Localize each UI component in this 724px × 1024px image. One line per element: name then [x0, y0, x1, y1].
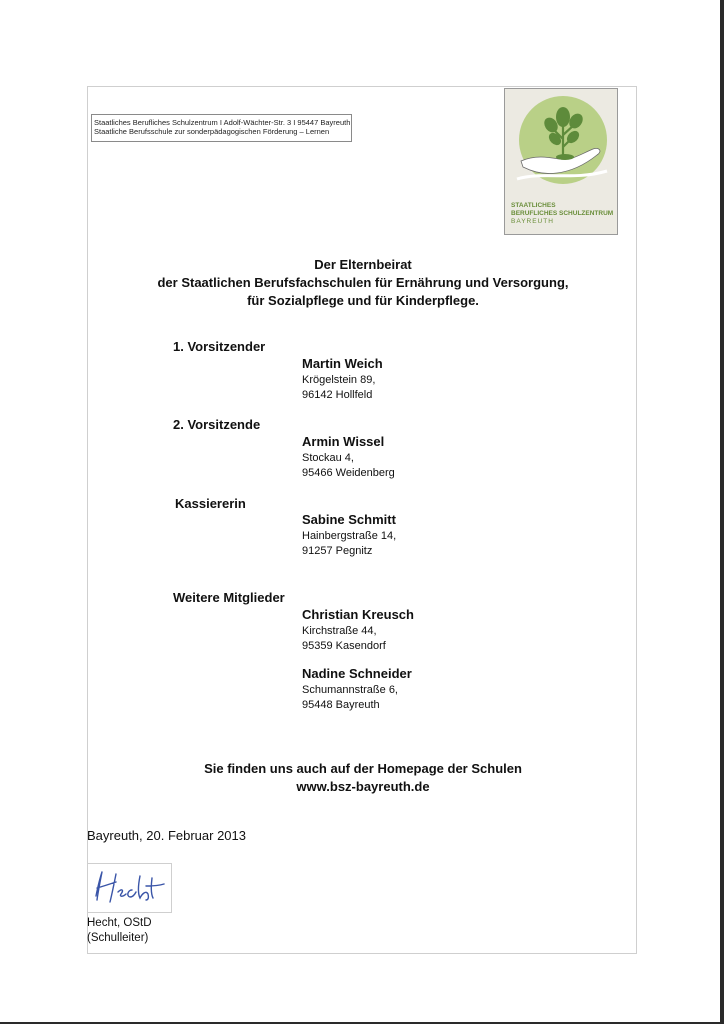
hand-with-plant-icon: [513, 95, 609, 195]
role-further-members: Weitere Mitglieder: [173, 590, 285, 605]
member-entry: [302, 433, 395, 481]
signer-name: Hecht, OStD: [87, 917, 152, 929]
member-street: Schumannstraße 6,: [302, 684, 398, 696]
document-heading: [88, 256, 638, 310]
member-street: Kirchstraße 44,: [302, 625, 377, 637]
logo-text-line-3: BAYREUTH: [511, 218, 554, 225]
member-street: Krögelstein 89,: [302, 374, 376, 386]
heading-line-2: der Staatlichen Berufsfachschulen für Ernährung und Versorgung,: [157, 275, 569, 290]
handwritten-signature: [88, 864, 171, 912]
heading-line-3: für Sozialpflege und für Kinderpflege.: [247, 293, 479, 308]
member-city: 95466 Weidenberg: [302, 467, 395, 479]
role-first-chair: 1. Vorsitzender: [173, 339, 266, 354]
logo-wordmark: [511, 202, 613, 226]
document-page: [87, 86, 637, 954]
signer-block: [87, 916, 152, 946]
role-second-chair: 2. Vorsitzende: [173, 417, 261, 432]
member-name: Sabine Schmitt: [302, 512, 396, 527]
homepage-note: [88, 760, 638, 796]
member-city: 95359 Kasendorf: [302, 640, 386, 652]
member-entry: [302, 606, 414, 654]
member-city: 96142 Hollfeld: [302, 389, 373, 401]
member-entry: [302, 355, 383, 403]
member-street: Stockau 4,: [302, 452, 354, 464]
letterhead-address-box: [91, 114, 352, 142]
logo-text-line-2: BERUFLICHES SCHULZENTRUM: [511, 210, 614, 217]
member-name: Martin Weich: [302, 356, 383, 371]
logo-text-line-1: STAATLICHES: [511, 202, 556, 209]
place-and-date: Bayreuth, 20. Februar 2013: [87, 828, 246, 843]
letterhead-line-1: Staatliches Berufliches Schulzentrum I Adolf-Wächter-Str. 3 I 95447 Bayreuth: [94, 118, 351, 127]
member-name: Christian Kreusch: [302, 607, 414, 622]
member-street: Hainbergstraße 14,: [302, 530, 397, 542]
homepage-text: Sie finden uns auch auf der Homepage der Schulen: [204, 761, 522, 776]
viewer-frame-edge: [720, 0, 724, 1024]
member-entry: [302, 665, 412, 713]
member-city: 91257 Pegnitz: [302, 545, 373, 557]
heading-line-1: Der Elternbeirat: [314, 257, 412, 272]
signature-box: [87, 863, 172, 913]
member-name: Nadine Schneider: [302, 666, 412, 681]
signer-title: (Schulleiter): [87, 932, 149, 944]
school-logo: [504, 88, 618, 235]
member-entry: [302, 511, 396, 559]
homepage-url: www.bsz-bayreuth.de: [296, 779, 430, 794]
role-treasurer: Kassiererin: [175, 496, 246, 511]
member-name: Armin Wissel: [302, 434, 385, 449]
member-city: 95448 Bayreuth: [302, 699, 380, 711]
letterhead-line-2: Staatliche Berufsschule zur sonderpädagogischen Förderung – Lernen: [94, 127, 330, 136]
